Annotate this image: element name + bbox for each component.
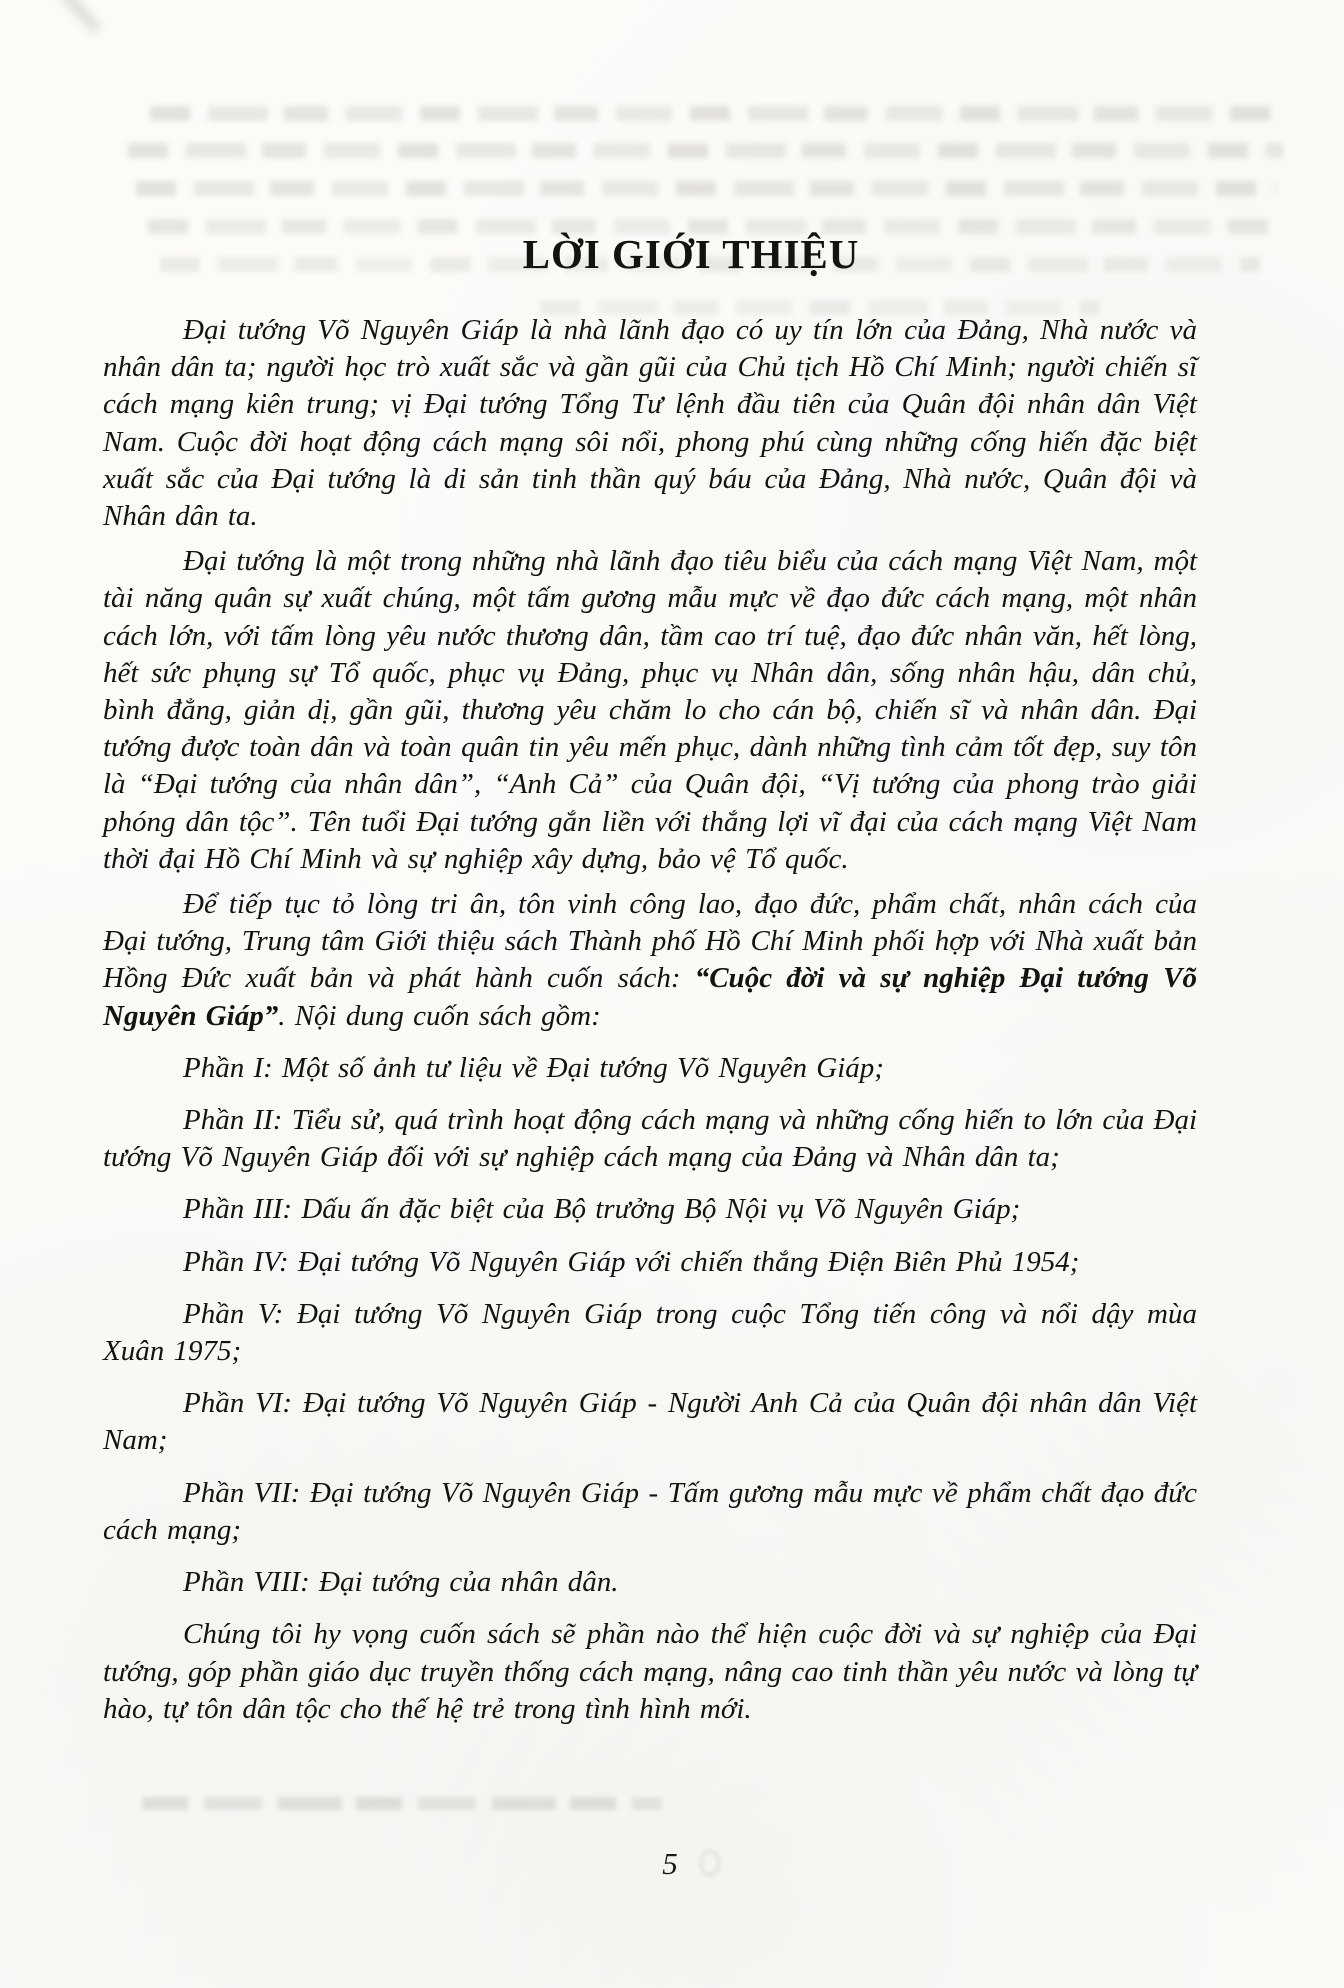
part-item-3: Phần III: Dấu ấn đặc biệt của Bộ trưởng Bộ Nội vụ Võ Nguyên Giáp;	[183, 1193, 1021, 1226]
page-title: LỜI GIỚI THIỆU	[522, 231, 860, 277]
scan-artifact-mark	[700, 1850, 720, 1876]
page-number: 5	[662, 1846, 678, 1881]
announcement-text-pre: Để tiếp tục tỏ lòng tri ân, tôn vinh công lao, đạo đức, phẩm chất, nhân cách của Đại tướng, Trung tâm Giới thiệu sách Thành phố Hồ Chí Minh phối hợp với Nhà xuất bản Hồng Đức xuất bản và phát hành cuốn sách:	[103, 888, 1197, 995]
paragraph-intro-2: Đại tướng là một trong những nhà lãnh đạo tiêu biểu của cách mạng Việt Nam, một tài năng quân sự xuất chúng, một tấm gương mẫu mực về đạo đức cách mạng, một nhân cách lớn, với tấm lòng yêu nước thương dân, tầm cao trí tuệ, đạo đức nhân văn, hết lòng, hết sức phụng sự Tổ quốc, phục vụ Đảng, phục vụ Nhân dân, sống nhân hậu, dân chủ, bình đẳng, giản dị, gần gũi, thương yêu chăm lo cho cán bộ, chiến sĩ và nhân dân. Đại tướng được toàn dân và toàn quân tin yêu mến phục, dành những tình cảm tốt đẹp, suy tôn là “Đại tướng của nhân dân”, “Anh Cả” của Quân đội, “Vị tướng của phong trào giải phóng dân tộc”. Tên tuổi Đại tướng gắn liền với thắng lợi vĩ đại của cách mạng Việt Nam thời đại Hồ Chí Minh và sự nghiệp xây dựng, bảo vệ Tổ quốc.	[103, 545, 1197, 875]
bleedthrough-footnote	[142, 1797, 662, 1810]
part-item-8: Phần VIII: Đại tướng của nhân dân.	[183, 1566, 619, 1599]
part-item-1: Phần I: Một số ảnh tư liệu về Đại tướng Võ Nguyên Giáp;	[183, 1051, 884, 1084]
paragraph-intro-1: Đại tướng Võ Nguyên Giáp là nhà lãnh đạo có uy tín lớn của Đảng, Nhà nước và nhân dân ta; người học trò xuất sắc và gần gũi của Chủ tịch Hồ Chí Minh; người chiến sĩ cách mạng kiên trung; vị Đại tướng Tổng Tư lệnh đầu tiên của Quân đội nhân dân Việt Nam. Cuộc đời hoạt động cách mạng sôi nổi, phong phú cùng những cống hiến đặc biệt xuất sắc của Đại tướng là di sản tinh thần quý báu của Đảng, Nhà nước, Quân đội và Nhân dân ta.	[103, 314, 1197, 533]
book-title-bold: “Cuộc đời và sự nghiệp Đại tướng Võ Nguyên Giáp”	[103, 962, 1197, 1032]
part-item-6: Phần VI: Đại tướng Võ Nguyên Giáp - Người Anh Cả của Quân đội nhân dân Việt Nam;	[103, 1387, 1197, 1457]
paragraph-book-announcement	[103, 886, 1197, 1035]
announcement-text-post: . Nội dung cuốn sách gồm:	[278, 999, 601, 1032]
part-item-2: Phần II: Tiểu sử, quá trình hoạt động cách mạng và những cống hiến to lớn của Đại tướng Võ Nguyên Giáp đối với sự nghiệp cách mạng của Đảng và Nhân dân ta;	[103, 1104, 1197, 1174]
bleedthrough-line	[128, 143, 1283, 158]
part-item-4: Phần IV: Đại tướng Võ Nguyên Giáp với chiến thắng Điện Biên Phủ 1954;	[183, 1245, 1080, 1278]
page-body	[103, 228, 1197, 1736]
bleedthrough-line	[150, 106, 1270, 121]
bleedthrough-line	[136, 181, 1276, 196]
part-item-7: Phần VII: Đại tướng Võ Nguyên Giáp - Tấm gương mẫu mực về phẩm chất đạo đức cách mạng;	[103, 1476, 1197, 1546]
parts-list	[103, 1050, 1197, 1601]
scan-artifact-streak	[0, 0, 100, 32]
part-item-5: Phần V: Đại tướng Võ Nguyên Giáp trong cuộc Tổng tiến công và nổi dậy mùa Xuân 1975;	[103, 1297, 1197, 1368]
paragraph-closing: Chúng tôi hy vọng cuốn sách sẽ phần nào thể hiện cuộc đời và sự nghiệp của Đại tướng, góp phần giáo dục truyền thống cách mạng, nâng cao tinh thần yêu nước và lòng tự hào, tự tôn dân tộc cho thế hệ trẻ trong tình hình mới.	[103, 1618, 1197, 1725]
